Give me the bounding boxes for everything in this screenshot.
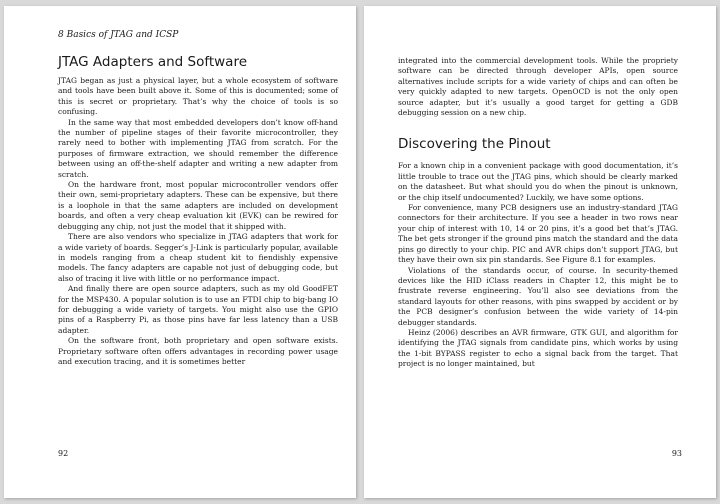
- paragraph: JTAG began as just a physical layer, but a whole ecosystem of software and tools have been built above it. Some of this is documented; some of this is secret or proprietary. That’s why the choice of tools is so confusing.: [58, 76, 338, 117]
- paragraph: And finally there are open source adapters, such as my old GoodFET for the MSP430. A popular solution is to use an FTDI chip to big-bang IO for debugging a wide variety of targets. You might also use the GPIO pins of a Raspberry Pi, as those pins have far less latency than a USB adapter.: [58, 284, 338, 335]
- left-text-column: [58, 76, 338, 367]
- paragraph: For a known chip in a convenient package with good documentation, it’s little trouble to trace out the JTAG pins, which should be clearly marked on the datasheet. But what should you do when the pinout is unknown, or the chip itself undocumented? Luckily, we have some options.: [398, 161, 678, 202]
- paragraph: For convenience, many PCB designers use an industry-standard JTAG connectors for their architecture. If you see a header in two rows near your chip of interest with 10, 14 or 20 pins, it’s a good bet that’s JTAG. The bet gets stronger if the ground pins match the standard and the data pins go directly to your chip. PIC and AVR chips don’t support JTAG, but they have their own six pin standards. See Figure 8.1 for examples.: [398, 203, 678, 265]
- right-page: [364, 6, 716, 498]
- paragraph: Violations of the standards occur, of course. In security-themed devices like the HID iClass readers in Chapter 12, this might be to frustrate reverse engineering. You’ll also see deviations from the standard layouts for other reasons, with pins swapped by accident or by the PCB designer’s confusion between the wide variety of 14-pin debugger standards.: [398, 265, 678, 327]
- right-text-column: [398, 56, 678, 370]
- section-title-discovering-pinout: Discovering the Pinout: [398, 136, 551, 153]
- left-page: [4, 6, 356, 498]
- paragraph: On the hardware front, most popular microcontroller vendors offer their own, semi-proprietary adapters. These can be expensive, but there is a loophole in that the same adapters are included on development boards, and often a very cheap evaluation kit (EVK) can be rewired for debugging any chip, not just the model that it shipped with.: [58, 180, 338, 231]
- paragraph: On the software front, both proprietary and open software exists. Proprietary software often offers advantages in recording power usage and execution tracing, and it is sometimes better: [58, 336, 338, 366]
- running-head: 8 Basics of JTAG and ICSP: [58, 30, 179, 40]
- section-title-jtag-adapters: JTAG Adapters and Software: [58, 54, 248, 70]
- paragraph: integrated into the commercial development tools. While the propriety software can be directed through developer APIs, open source alternatives include scripts for a wide variety of chips and can often be very quickly adapted to new targets. OpenOCD is not the only open source adapter, but it’s usually a good target for getting a GDB debugging session on a new chip.: [398, 56, 678, 118]
- page-number: 92: [58, 449, 69, 458]
- paragraph: There are also vendors who specialize in JTAG adapters that work for a wide variety of boards. Segger’s J-Link is particularly popular, available in models ranging from a cheap student kit to fiendishly expensive models. The fancy adapters are capable not just of debugging code, but also of tracing it live with little or no performance impact.: [58, 232, 338, 283]
- paragraph: In the same way that most embedded developers don’t know off-hand the number of pipeline stages of their favorite microcontroller, they rarely need to bother with implementing JTAG from scratch. For the purposes of firmware extraction, we should remember the difference between using an off-the-shelf adapter and writing a new adapter from scratch.: [58, 117, 338, 179]
- page-number: 93: [671, 449, 682, 458]
- paragraph: Heinz (2006) describes an AVR firmware, GTK GUI, and algorithm for identifying the JTAG signals from candidate pins, which works by using the 1-bit BYPASS register to echo a signal back from the target. That project is no longer maintained, but: [398, 327, 678, 369]
